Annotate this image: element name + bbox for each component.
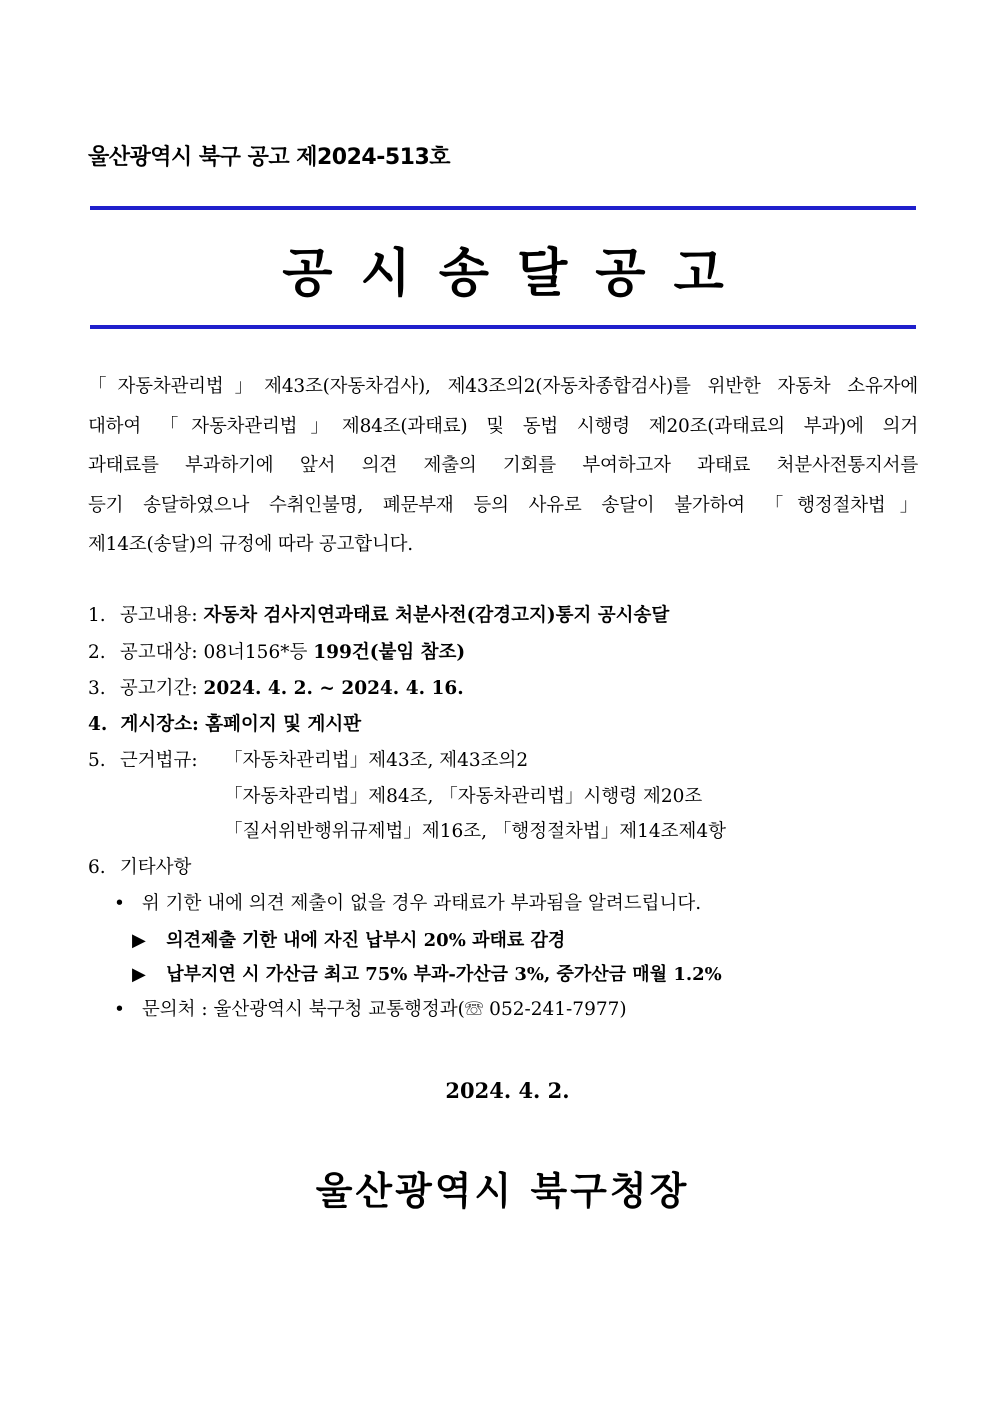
item-number: 3. bbox=[88, 678, 106, 699]
item-target bbox=[88, 640, 465, 666]
arrow-right-icon: ▶ bbox=[132, 964, 146, 985]
item-label: 공고기간: bbox=[119, 678, 198, 699]
legal-basis-line: 「질서위반행위규제법」제16조, 「행정절차법」제14조제4항 bbox=[224, 821, 727, 842]
title-char: 달 bbox=[517, 243, 568, 304]
item-number: 5. bbox=[88, 750, 106, 771]
body-line: 등기 송달하였으나 수취인불명, 폐문부재 등의 사유로 송달이 불가하여 「행정절차법」 bbox=[88, 494, 918, 516]
item-number: 2. bbox=[88, 642, 106, 663]
item-label: 게시장소: bbox=[120, 714, 199, 735]
title-char: 송 bbox=[438, 243, 489, 304]
title-char: 공 bbox=[595, 243, 646, 304]
item-value-count: 199건(붙임 참조) bbox=[313, 642, 466, 663]
item-location bbox=[88, 712, 361, 738]
item-label: 근거법규: bbox=[119, 750, 198, 771]
item-value: 08너156*등 bbox=[203, 642, 308, 663]
etc-arrow-text: 납부지연 시 가산금 최고 75% 부과-가산금 3%, 중가산금 매월 1.2% bbox=[166, 964, 722, 985]
etc-notice bbox=[114, 891, 701, 917]
item-number: 6. bbox=[88, 857, 106, 878]
item-value: 2024. 4. 2. ~ 2024. 4. 16. bbox=[203, 678, 464, 699]
item-label: 공고내용: bbox=[119, 605, 198, 626]
item-number: 4. bbox=[88, 714, 108, 735]
etc-notice-text: 위 기한 내에 의견 제출이 없을 경우 과태료가 부과됨을 알려드립니다. bbox=[141, 893, 702, 914]
title-char: 시 bbox=[360, 243, 411, 304]
title-char: 고 bbox=[673, 243, 724, 304]
document-title bbox=[90, 228, 916, 308]
legal-basis-line: 「자동차관리법」제84조, 「자동차관리법」시행령 제20조 bbox=[224, 786, 703, 807]
item-value: 자동차 검사지연과태료 처분사전(감경고지)통지 공시송달 bbox=[203, 605, 670, 626]
item-number: 1. bbox=[88, 605, 106, 626]
item-period bbox=[88, 676, 464, 702]
notice-date: 2024. 4. 2. bbox=[445, 1078, 570, 1103]
body-line: 「자동차관리법」제43조(자동차검사), 제43조의2(자동차종합검사)를 위반한 자동차 소유자에 bbox=[88, 376, 918, 397]
item-content bbox=[88, 603, 669, 629]
item-label: 공고대상: bbox=[119, 642, 198, 663]
legal-basis-line: 「자동차관리법」제43조, 제43조의2 bbox=[224, 750, 529, 771]
bullet-icon: • bbox=[114, 893, 125, 914]
item-etc bbox=[88, 855, 191, 881]
title-char: 공 bbox=[282, 243, 333, 304]
contact-text: 문의처 : 울산광역시 북구청 교통행정과(☏ 052-241-7977) bbox=[141, 999, 627, 1020]
title-bottom-rule bbox=[90, 325, 916, 329]
body-line: 제14조(송달)의 규정에 따라 공고합니다. bbox=[88, 534, 413, 555]
notice-number: 울산광역시 북구 공고 제2024-513호 bbox=[88, 145, 451, 170]
body-line: 과태료를 부과하기에 앞서 의견 제출의 기회를 부여하고자 과태료 처분사전통지서를 bbox=[88, 455, 918, 476]
title-top-rule bbox=[90, 206, 916, 210]
body-paragraph bbox=[88, 367, 918, 565]
etc-contact bbox=[114, 997, 627, 1023]
item-legal-basis bbox=[88, 748, 198, 774]
body-line: 대하여 「자동차관리법」제84조(과태료) 및 동법 시행령 제20조(과태료의 부과)에 의거 bbox=[88, 415, 918, 437]
etc-arrow-surcharge bbox=[132, 962, 722, 988]
etc-arrow-text: 의견제출 기한 내에 자진 납부시 20% 과태료 감경 bbox=[166, 930, 566, 951]
bullet-icon: • bbox=[114, 999, 125, 1020]
arrow-right-icon: ▶ bbox=[132, 930, 146, 951]
issuer-name: 울산광역시 북구청장 bbox=[315, 1169, 690, 1213]
etc-arrow-reduction bbox=[132, 928, 565, 954]
item-label: 기타사항 bbox=[119, 857, 192, 878]
item-value: 홈페이지 및 게시판 bbox=[205, 714, 362, 735]
